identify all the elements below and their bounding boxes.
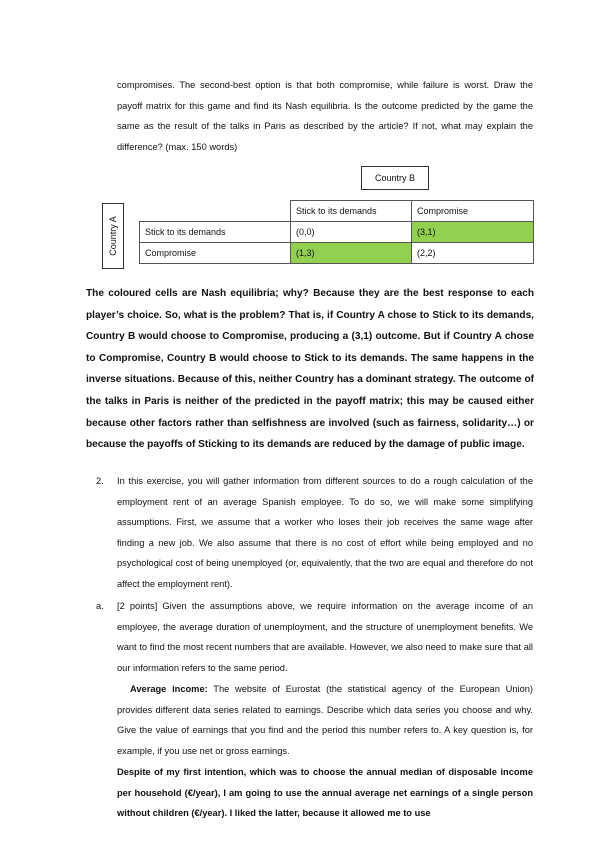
answer-2a-paragraph: Despite of my first intention, which was to choose the annual median of disposable income per household (€/year), I am going to use the annual average net earnings of a single person without children (€/year). I liked the latter, because it allowed me to use [117, 767, 533, 819]
matrix-corner-cell [140, 201, 291, 222]
matrix-col-header: Compromise [412, 201, 534, 222]
matrix-row [140, 222, 534, 243]
row-player-label: Country A [108, 216, 118, 256]
matrix-header-row [140, 201, 534, 222]
matrix-row-header: Compromise [140, 243, 291, 264]
column-player-label: Country B [361, 166, 429, 190]
matrix-row [140, 243, 534, 264]
intro-paragraph: compromises. The second-best option is that both compromise, while failure is worst. Draw the payoff matrix for this game and find its Nash equilibria. Is the outcome predicted by the game the same as the result of the talks in Paris as described by the article? If not, what may explain the difference? (max. 150 words) [117, 80, 533, 152]
average-income-text: The website of Eurostat (the statistical agency of the European Union) provides different data series related to earnings. Describe which data series you choose and why. Give the value of earnings that you find and the period this number refers to. A key question is, for example, if you use net or gross earnings. [117, 684, 534, 756]
question-2a-paragraph: [2 points] Given the assumptions above, we require information on the average income of an employee, the average duration of unemployment, and the structure of unemployment benefits. We want to find the most recent numbers that are available. However, we also need to make sure that all our information refers to the same period. [117, 601, 533, 673]
payoff-cell: (2,2) [412, 243, 534, 264]
payoff-cell-nash: (3,1) [412, 222, 534, 243]
payoff-cell: (0,0) [291, 222, 412, 243]
question-2a-letter: a. [96, 601, 104, 611]
question-2-number: 2. [96, 476, 104, 486]
matrix-row-header: Stick to its demands [140, 222, 291, 243]
average-income-label: Average income: [130, 684, 208, 694]
payoff-matrix [139, 200, 534, 264]
row-player-box [102, 203, 124, 269]
matrix-col-header: Stick to its demands [291, 201, 412, 222]
payoff-cell-nash: (1,3) [291, 243, 412, 264]
answer-1-paragraph: The coloured cells are Nash equilibria; why? Because they are the best response to each player’s choice. So, what is the problem? That is, if Country A chose to Stick to its demands, Country B would choose to Compromise, producing a (3,1) outcome. But if Country A chose to Compromise, Country B would choose to Stick to its demands. The same happens in the inverse situations. Because of this, neither Country has a dominant strategy. The outcome of the talks in Paris is neither of the predicted in the payoff matrix; this may be caused either because other factors rather than selfishness are involved (such as fairness, solidarity…) or because the payoffs of Sticking to its demands are reduced by the damage of public image. [86, 288, 534, 451]
question-2-paragraph: In this exercise, you will gather information from different sources to do a rough calculation of the employment rent of an average Spanish employee. To do so, we will make some simplifying assumptions. First, we assume that a worker who loses their job receives the same wage after finding a new job. We also assume that there is no cost of effort while being employed and no psychological cost of being unemployed (or, equivalently, that the two are equal and therefore do not affect the employment rent). [117, 476, 533, 589]
average-income-paragraph [117, 679, 533, 761]
